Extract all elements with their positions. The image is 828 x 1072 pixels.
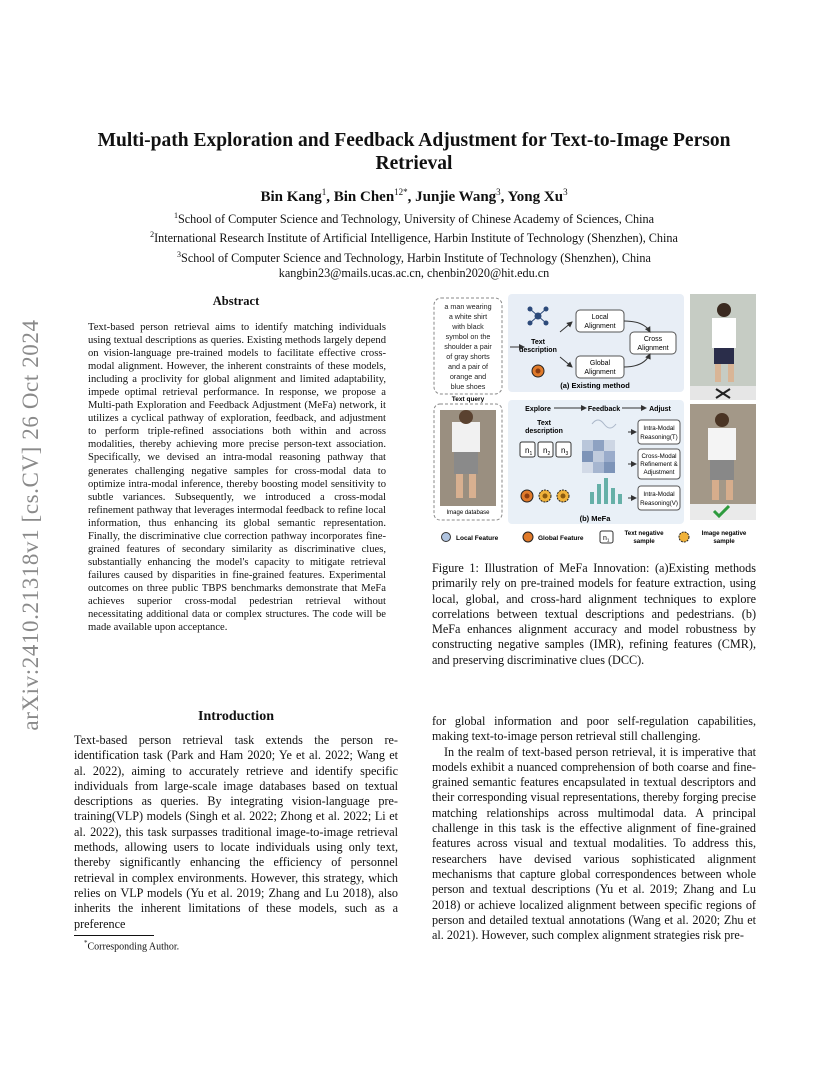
introduction-left-column [74,733,398,932]
figure-legend [442,530,747,545]
affiliation-block [80,208,748,281]
image-negative-sample-icon [679,532,689,542]
author-sup: 3 [563,187,568,197]
text-description-label-a: Text [531,339,545,346]
adjust-label: Adjust [649,406,671,413]
svg-text:sample: sample [633,538,655,545]
svg-text:and a pair of: and a pair of [448,362,488,371]
author-name: Junjie Wang [415,189,497,205]
svg-text:Global: Global [589,360,611,367]
explore-label: Explore [525,406,551,413]
feedback-label: Feedback [587,406,621,413]
introduction-heading: Introduction [198,709,274,724]
svg-text:with black: with black [452,322,484,331]
global-feature-row [521,490,569,502]
paragraph: Text-based person retrieval task extends the person re-identification task (Park and Ham 2020; Ye et al. 2022; Wang et al. 2022), aiming to accurately retrieve and identify specific individuals from large-scale image databases based on textual descriptions as queries. By integrating vision-language pre-training(VLP) models (Singh et al. 2022; Zhong et al. 2022; Li et al. 2022), this task surpasses traditional image-to-image retrieval methods, allowing users to locate individuals using only text, thereby significantly enhancing the efficiency of personnel retrieval in complex environments. However, this strategy, which relies on VLP models (Yu et al. 2019; Zhang and Lu 2018), also inherits the inherent limitations of these models, such as a preference [74,733,398,931]
svg-text:Intra-Modal: Intra-Modal [643,491,675,498]
svg-text:Cross-Modal: Cross-Modal [641,453,677,460]
author-name: Bin Chen [333,189,395,205]
affiliation-line: $^3$School of Computer Science and Technology, Harbin Institute of Technology (Shenzhen), China [177,249,651,265]
svg-text:n3: $n_3$ [561,446,569,457]
svg-text:Local: Local [591,314,609,321]
query-text [444,302,492,391]
panel-b-label: (b) MeFa [579,514,611,523]
svg-text:description: description [519,347,557,354]
svg-text:shoulder a pair: shoulder a pair [444,342,492,351]
arxiv-sidebar-stamp [8,290,54,760]
svg-text:Refinement &: Refinement & [640,461,678,468]
svg-text:sample: sample [713,538,735,545]
affiliation-line: $^2$International Research Institute of Artificial Intelligence, Harbin Institute of Technology (Shenzhen), China [150,230,678,246]
svg-text:n1: $n_1$ [603,535,610,543]
paragraph: for global information and poor self-regulation capabilities, making text-to-image person retrieval still challenging. [432,714,756,744]
arxiv-identifier: arXiv:2410.21318v1 [cs.CV] 26 Oct 2024 [18,319,43,731]
svg-text:a white shirt: a white shirt [448,312,488,321]
figure-1-svg [432,292,758,550]
text-description-label-b: Text [537,420,551,427]
svg-text:Image negative: Image negative [701,530,747,537]
email-line: kangbin23@mails.ucas.ac.cn, chenbin2020@hit.edu.cn [278,265,550,280]
svg-text:Local Feature: Local Feature [456,535,499,542]
svg-text:Alignment: Alignment [584,323,616,330]
author-sup: 3 [496,187,501,197]
author-name: Bin Kang [260,189,322,205]
author-list: Bin Kang$^1$, Bin Chen$^{12*}$, Junjie Wang$^3$, Yong Xu$^3$ [260,187,568,205]
svg-text:n1: $n_1$ [525,446,533,457]
svg-text:Cross: Cross [643,336,663,343]
svg-text:Alignment: Alignment [637,345,669,352]
footnote-rule [74,935,154,936]
heatmap-matrix [582,440,615,473]
author-sup: 1 [321,187,327,197]
introduction-right-column [432,714,756,943]
svg-text:Intra-Modal: Intra-Modal [643,425,675,432]
svg-text:n2: $n_2$ [543,446,551,457]
text-query-label: Text query [451,396,485,403]
n-boxes [520,442,571,457]
svg-text:Alignment: Alignment [584,369,616,376]
footnote: *Corresponding Author. [84,939,180,953]
svg-text:Adjustment: Adjustment [643,469,675,476]
affiliation-line: $^1$School of Computer Science and Technology, University of Chinese Academy of Sciences, China [173,211,655,227]
author-name: Yong Xu [507,189,564,205]
svg-text:Text negative: Text negative [624,530,664,537]
paper-title: Multi-path Exploration and Feedback Adjustment for Text-to-Image Person Retrieval [97,130,731,174]
svg-text:Global Feature: Global Feature [538,535,584,542]
abstract-body: Text-based person retrieval aims to identify matching individuals using textual descriptions as queries. Existing methods largely depend on vision-language pre-trained models to facilitate effective cross-modal alignment. However, the inherent constraints of these models, including a proclivity for global alignment and limited adaptability, impede optimal retrieval performance. In response, we propose a Multi-path Exploration and Feedback Adjustment (MeFa) network, it utilizes a cyclical pathway of exploration, feedback, and adjustment to perform triple-refined associations both within and across modalities, thereby achieving more precise person-text association. Specifically, we devised an intra-modal reasoning pathway that generates challenging negative samples for cross-modal data to optimize intra-modal inference, thereby boosting model sensitivity to subtle variances. Subsequently, we introduced a cross-modal refinement pathway that leverages intermodal feedback to refine local information, thus enhancing its global semantic representation. Finally, the discriminative clue correction pathway incorporates fine-grained features of secondary similarity as discriminative clues, substantially enhancing the model's capacity to mitigate retrieval failures caused by disparities in fine-grained features. Experimental outcomes on three public TBPS benchmarks demonstrate that MeFa achieves superior cross-modal pedestrian retrieval without necessitating additional data or complex structures. The code will be made available upon acceptance. [88,322,386,634]
svg-text:symbol on the: symbol on the [445,332,491,341]
svg-text:orange and: orange and [449,372,487,381]
svg-text:a man wearing: a man wearing [444,302,492,311]
figure-caption: Figure 1: Illustration of MeFa Innovation: (a)Existing methods primarily rely on pre-trained models for feature extraction, using local, global, and cross-hard alignment techniques to explore correlations between textual descriptions and pedestrians. (b) MeFa enhances alignment accuracy and model robustness by constructing negative samples (IMR), refining features (CMR), and preserving discriminative clues (DCC). [432,561,756,667]
svg-text:blue shoes: blue shoes [450,382,486,391]
author-sup: 12* [394,187,408,197]
local-feature-icon [442,533,451,542]
abstract-heading: Abstract [212,294,260,308]
image-database-label: Image database [446,510,490,516]
svg-text:of gray shorts: of gray shorts [446,352,490,361]
svg-text:description: description [525,428,563,435]
panel-a-label: (a) Existing method [560,381,630,390]
global-feature-icon [523,532,533,542]
paragraph: In the realm of text-based person retrieval, it is imperative that models exhibit a nuanced comprehension of both coarse and fine-grained semantic features encapsulated in textual descriptors and their corresponding visual representations, thereby forging precise matching relationships across multimodal data. A principal challenge in this task is the effective alignment of fine-grained features across visual and textual modalities. To address this, researchers have devised various sophisticated alignment mechanisms that capture global correspondences between whole person and textual descriptions (Yu et al. 2019; Zhang and Lu 2018) or achieve localized alignment between specific regions of person and detailed textual annotations (Wang et al. 2020; Zhu et al. 2021). However, such complex alignment strategies risk pre- [432,744,756,943]
svg-text:Reasoning(T): Reasoning(T) [640,434,678,441]
svg-text:Reasoning(V): Reasoning(V) [640,500,678,507]
figure-1 [432,292,758,550]
